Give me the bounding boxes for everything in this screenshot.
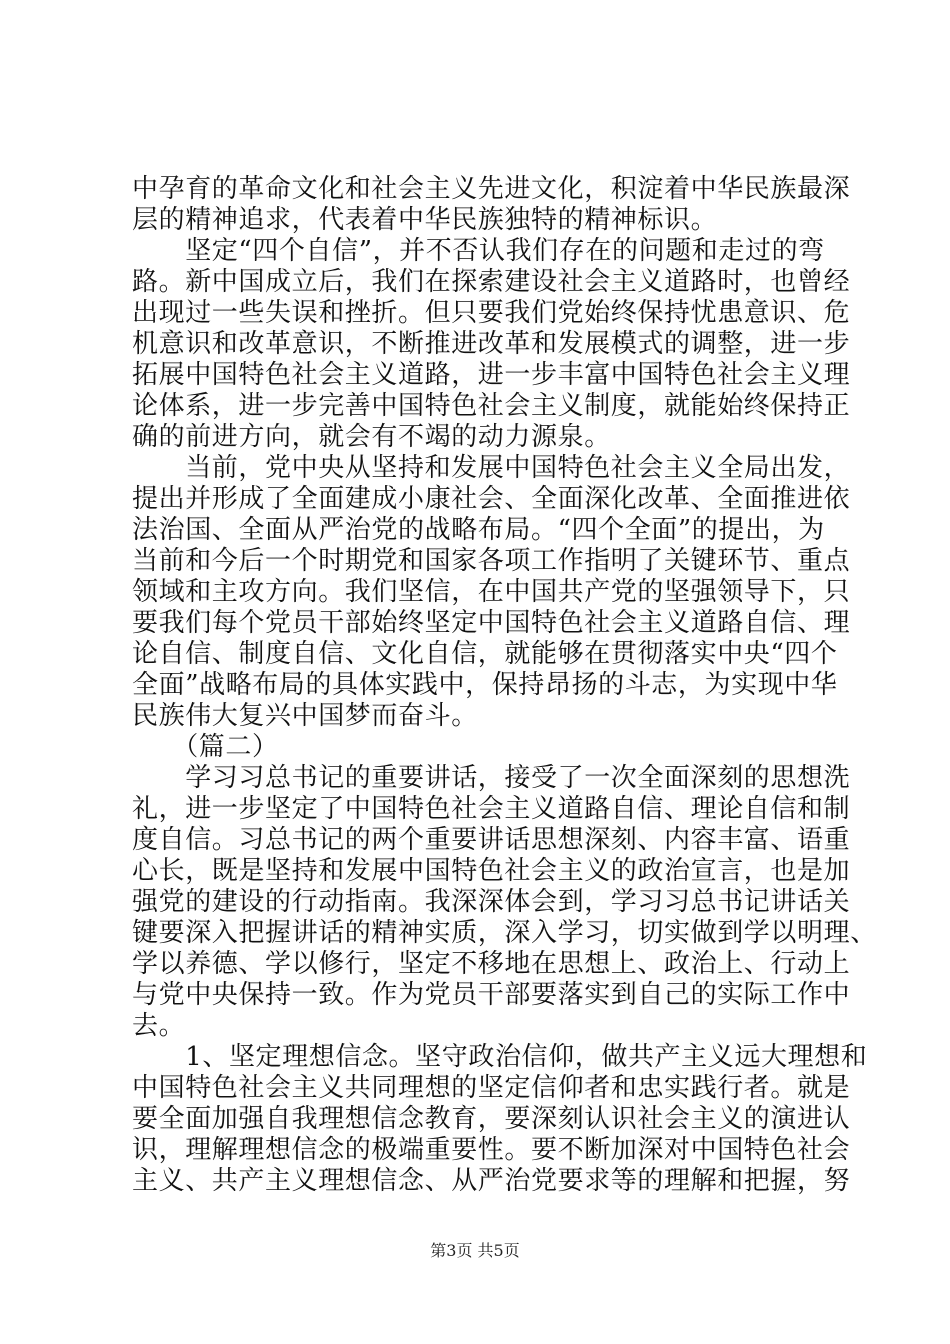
text-line: 强党的建设的行动指南。我深深体会到，学习习总书记讲话关	[132, 887, 851, 917]
text-line: 法治国、全面从严治党的战略布局。“四个全面”的提出，为	[132, 515, 825, 545]
text-line: 去。	[132, 1011, 186, 1041]
text-line: 出现过一些失误和挫折。但只要我们党始终保持忧患意识、危	[132, 298, 851, 328]
text-line: 度自信。习总书记的两个重要讲话思想深刻、内容丰富、语重	[132, 825, 851, 855]
text-line: 主义、共产主义理想信念、从严治党要求等的理解和把握，努	[132, 1166, 851, 1196]
text-line: 全面”战略布局的具体实践中，保持昂扬的斗志，为实现中华	[132, 670, 838, 700]
text-line: 学以养德、学以修行，坚定不移地在思想上、政治上、行动上	[132, 949, 851, 979]
text-line: 提出并形成了全面建成小康社会、全面深化改革、全面推进依	[132, 484, 851, 514]
text-line: 路。新中国成立后，我们在探索建设社会主义道路时，也曾经	[132, 267, 851, 297]
text-line: 学习习总书记的重要讲话，接受了一次全面深刻的思想洗	[132, 763, 851, 793]
section-heading: （篇二）	[132, 732, 279, 762]
text-line: 要我们每个党员干部始终坚定中国特色社会主义道路自信、理	[132, 608, 851, 638]
text-line: 领域和主攻方向。我们坚信，在中国共产党的坚强领导下，只	[132, 577, 851, 607]
text-line: 论体系，进一步完善中国特色社会主义制度，就能始终保持正	[132, 391, 851, 421]
text-line: 中国特色社会主义共同理想的坚定信仰者和忠实践行者。就是	[132, 1073, 851, 1103]
text-line: 礼，进一步坚定了中国特色社会主义道路自信、理论自信和制	[132, 794, 851, 824]
text-line: 论自信、制度自信、文化自信，就能够在贯彻落实中央“四个	[132, 639, 838, 669]
text-line: 坚定“四个自信”，并不否认我们存在的问题和走过的弯	[132, 236, 825, 266]
text-line: 确的前进方向，就会有不竭的动力源泉。	[132, 422, 611, 452]
text-line: 心长，既是坚持和发展中国特色社会主义的政治宣言，也是加	[132, 856, 851, 886]
text-line: 当前，党中央从坚持和发展中国特色社会主义全局出发，	[132, 453, 851, 483]
text-line: 1、坚定理想信念。坚守政治信仰，做共产主义远大理想和	[132, 1042, 868, 1072]
text-line: 与党中央保持一致。作为党员干部要落实到自己的实际工作中	[132, 980, 851, 1010]
text-line: 机意识和改革意识，不断推进改革和发展模式的调整，进一步	[132, 329, 851, 359]
text-line: 当前和今后一个时期党和国家各项工作指明了关键环节、重点	[132, 546, 851, 576]
page-footer: 第3页 共5页	[430, 1241, 520, 1260]
text-line: 识，理解理想信念的极端重要性。要不断加深对中国特色社会	[132, 1135, 851, 1165]
text-line: 层的精神追求，代表着中华民族独特的精神标识。	[132, 205, 718, 235]
text-line: 民族伟大复兴中国梦而奋斗。	[132, 701, 478, 731]
text-line: 键要深入把握讲话的精神实质，深入学习，切实做到学以明理、	[132, 918, 877, 948]
text-line: 中孕育的革命文化和社会主义先进文化，积淀着中华民族最深	[132, 174, 851, 204]
text-line: 要全面加强自我理想信念教育，要深刻认识社会主义的演进认	[132, 1104, 851, 1134]
text-line: 拓展中国特色社会主义道路，进一步丰富中国特色社会主义理	[132, 360, 851, 390]
